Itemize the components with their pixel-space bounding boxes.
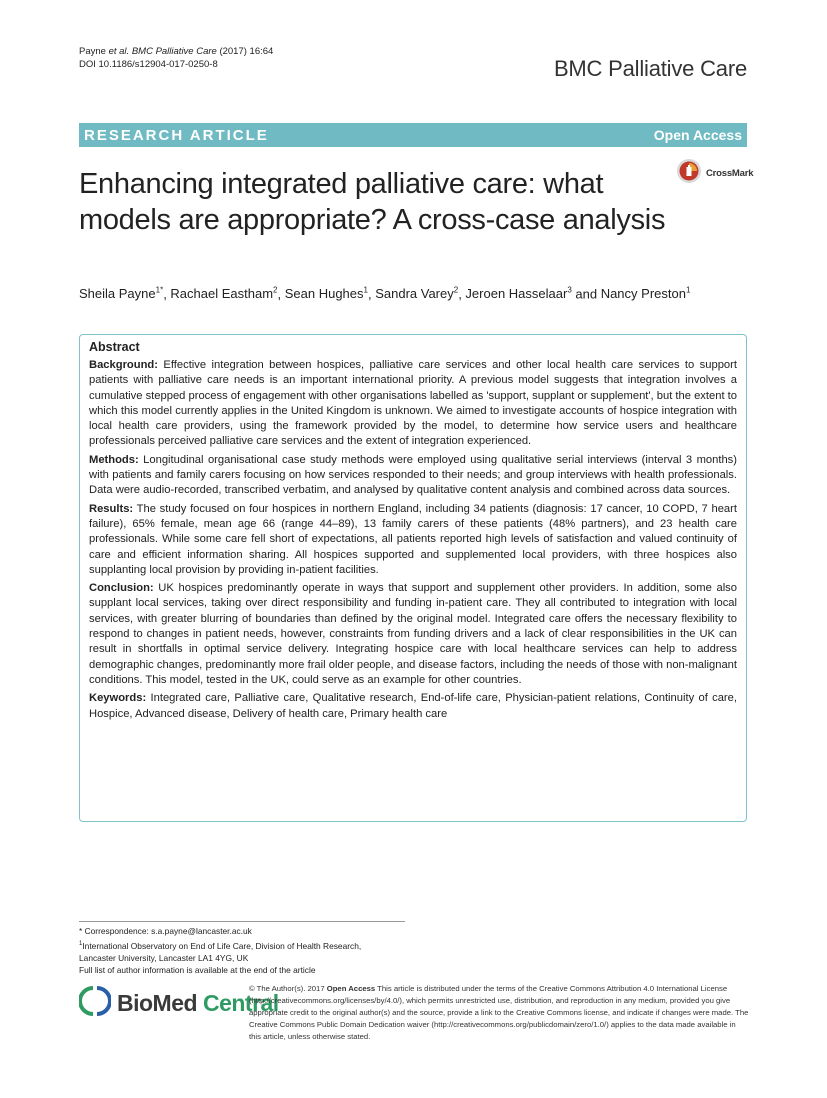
abstract-background: Background: Effective integration between hospices, palliative care services and other local health care services to support patients with palliative care needs is an important international priority. A previous model suggests that integration involves a cumulative stepped process of engagement with other organisations labelled as 'support, supplant or supplement', but the extent to which this model currently applies in the United Kingdom is unknown. We aimed to investigate accounts of hospice integration with local health care providers, using the framework provided by the model, to determine how service users and healthcare professionals perceived palliative care services and the extent of integration experienced. [89, 359, 737, 448]
biomed-central-logo-icon [79, 985, 111, 1022]
citation-authors: Payne [79, 46, 109, 57]
abstract-box [79, 334, 747, 822]
correspondence[interactable]: * Correspondence: s.a.payne@lancaster.ac.uk [79, 926, 252, 936]
author-list: Sheila Payne$^{1*}$, Rachael Eastham$^2$, Sean Hughes$^1$, Sandra Varey$^2$, Jeroen Hasselaar$^3$ and Nancy Preston$^1$ [79, 286, 691, 302]
license-notice: © The Author(s). 2017 Open Access This article is distributed under the terms of the Creative Commons Attribution 4.0 International License (http://creativecommons.org/licenses/by/4.0/), which permits unrestricted use, distribution, and reproduction in any medium, provided you give appropriate credit to the original author(s) and the source, provide a link to the Creative Commons license, and indicate if changes were made. The Creative Commons Public Domain Dedication waiver (http://creativecommons.org/publicdomain/zero/1.0/) applies to the data made available in this article, unless otherwise stated. [249, 984, 749, 1041]
crossmark-label: CrossMark [706, 168, 754, 179]
affiliation: $^1$International Observatory on End of Life Care, Division of Health Research, [79, 940, 362, 951]
doi[interactable]: DOI 10.1186/s12904-017-0250-8 [79, 59, 218, 70]
abstract-results: Results: The study focused on four hospices in northern England, including 34 patients (diagnosis: 17 cancer, 10 COPD, 7 heart failure), 65% female, mean age 66 (range 44–89), 13 family carers of these patients (48% partners), and 23 health care professionals. While some care fell short of expectations, all patients reported high levels of satisfaction and valued continuity of care and efficient information sharing. All hospices supported and supplemented local providers, with three hospices also supplanting local provision by providing in-patient facilities. [89, 502, 737, 576]
journal-name: BMC Palliative Care [553, 56, 747, 81]
author[interactable]: Jeroen Hasselaar$^3$ [465, 286, 572, 302]
abstract-conclusion: Conclusion: UK hospices predominantly operate in ways that support and supplement other providers. In addition, some also supplant local services, taking over direct responsibility and funding in-patient care. They all contributed to integration with local services, with greater blurring of boundaries than defined by the original model. Integrated care offers the necessary flexibility to respond to changes in patient needs, however, constraints from funding drivers and a lack of clear responsibilities in the UK can result in shortfalls in optimal service delivery. Integrating hospice care with local healthcare services can help to address demographic changes, predominantly more frail older people, and disease factors, including the needs of those with non-malignant conditions. This model, tested in the UK, could serve as an example for other countries. [89, 582, 737, 686]
author[interactable]: Sean Hughes$^1$ [284, 286, 368, 302]
abstract-methods: Methods: Longitudinal organisational case study methods were employed using qualitative serial interviews (interval 3 months) with patients and family carers focusing on how services responded to their needs; and group interviews with health professionals. Data were audio-recorded, transcribed verbatim, and analysed by qualitative content analysis and combined across data sources. [89, 453, 737, 497]
article-type-banner [79, 123, 747, 147]
article-title: Enhancing integrated palliative care: what models are appropriate? A cross-case analysis [79, 168, 666, 236]
citation [79, 45, 273, 71]
crossmark-badge[interactable] [676, 158, 753, 189]
author[interactable]: Sandra Varey$^2$ [375, 286, 459, 302]
open-access-label: Open Access [653, 127, 742, 143]
citation-volume: (2017) 16:64 [216, 46, 274, 57]
footnotes [79, 925, 361, 977]
footnote-divider [79, 921, 405, 922]
author[interactable]: Sheila Payne$^{1*}$ [79, 286, 164, 302]
author[interactable]: Nancy Preston$^1$ [600, 286, 691, 302]
abstract-keywords: Keywords: Integrated care, Palliative care, Qualitative research, End-of-life care, Physician-patient relations, Continuity of care, Hospice, Advanced disease, Delivery of health care, Primary health care [89, 692, 737, 720]
author-info-note: Full list of author information is available at the end of the article [79, 965, 316, 976]
citation-journal: et al. BMC Palliative Care [108, 46, 217, 57]
article-type-label: RESEARCH ARTICLE [84, 126, 269, 144]
crossmark-icon [676, 158, 702, 189]
author[interactable]: Rachael Eastham$^2$ [170, 286, 278, 302]
abstract-heading: Abstract [89, 340, 140, 354]
affiliation-address: Lancaster University, Lancaster LA1 4YG, UK [79, 952, 249, 963]
biomed-central-wordmark: BioMed Central [117, 990, 279, 1016]
